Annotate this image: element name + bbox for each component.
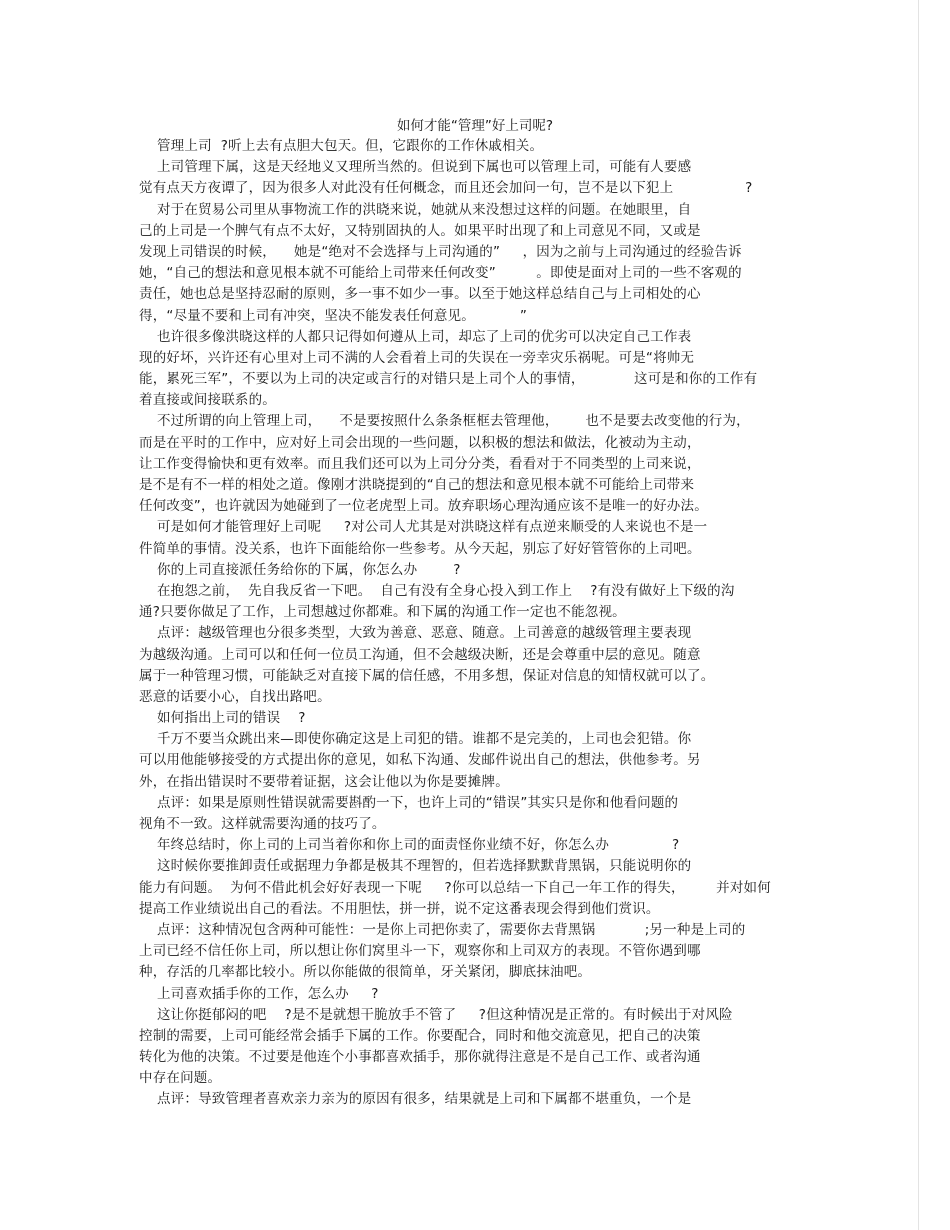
paragraph-line: 外，在指出错误时不要带着证据，这会让他以为你是要摊牌。: [139, 773, 509, 790]
paragraph-line: 控制的需要，上司可能经常会插手下属的工作。你要配合，同时和他交流意见，把自己的决策: [139, 1027, 701, 1044]
paragraph-line: 是不是有不一样的相处之道。像刚才洪晓提到的“自己的想法和意见根本就不可能给上司带来: [139, 477, 695, 493]
paragraph-line: 通?只要你做足了工作，上司想越过你都难。和下属的沟通工作一定也不能忽视。: [139, 604, 626, 621]
paragraph-line: 责任，她也总是坚持忍耐的原则，多一事不如少一事。以至于她这样总结自己与上司相处的心: [139, 286, 701, 303]
paragraph-line: 她，“自己的想法和意见根本就不可能给上司带来任何改变” 。即使是面对上司的一些不客观的: [139, 265, 742, 282]
paragraph-line: 这让你挺郁闷的吧 ?是不是就想干脆放手不管了 ?但这种情况是正常的。有时候出于对风险: [139, 1006, 733, 1023]
paragraph-line: 管理上司 ?听上去有点胆大包天。但，它跟你的工作休戚相关。: [139, 138, 544, 154]
paragraph-line: 对于在贸易公司里从事物流工作的洪晓来说，她就从来没想过这样的问题。在她眼里，自: [139, 201, 692, 218]
paragraph-line: 现的好坏，兴许还有心里对上司不满的人会看着上司的失误在一旁幸灾乐祸呢。可是“将帅无: [139, 349, 695, 366]
paragraph-line: 上司已经不信任你上司，所以想让你们窝里斗一下，观察你和上司双方的表现。不管你遇到哪: [139, 943, 701, 960]
paragraph-line: 年终总结时，你上司的上司当着你和你上司的面责怪你业绩不好，你怎么办 ?: [139, 837, 680, 854]
page-edge-divider: [918, 0, 919, 1230]
paragraph-line: 着直接或间接联系的。: [139, 392, 276, 409]
paragraph-line: 件简单的事情。没关系，也许下面能给你一些参考。从今天起，别忘了好好管管你的上司吧。: [139, 540, 701, 557]
paragraph-line: 觉有点天方夜谭了，因为很多人对此没有任何概念，而且还会加问一句，岂不是以下犯上 ?: [139, 180, 753, 197]
paragraph-line: 提高工作业绩说出自己的看法。不用胆怯，拼一拼，说不定这番表现会得到他们赏识。: [139, 900, 660, 917]
paragraph-line: 上司管理下属，这是天经地义又理所当然的。但说到下属也可以管理上司，可能有人要感: [139, 159, 692, 176]
paragraph-line: 点评：如果是原则性错误就需要斟酌一下，也许上司的“错误”其实只是你和他看问题的: [139, 794, 679, 811]
paragraph-line: 可是如何才能管理好上司呢 ?对公司人尤其是对洪晓这样有点逆来顺受的人来说也不是一: [139, 519, 708, 536]
paragraph-line: 能力有问题。 为何不借此机会好好表现一下呢 ?你可以总结一下自己一年工作的得失， 并对如何: [139, 879, 771, 896]
paragraph-line: 任何改变”，也许就因为她碰到了一位老虎型上司。放弃职场心理沟通应该不是唯一的好办法。: [139, 498, 708, 515]
paragraph-line: 可以用他能够接受的方式提出你的意见，如私下沟通、发邮件说出自己的想法，供他参考。另: [139, 752, 701, 769]
paragraph-line: 如何指出上司的错误 ?: [139, 710, 306, 727]
paragraph-line: 不过所谓的向上管理上司， 不是要按照什么条条框框去管理他， 也不是要去改变他的行为，: [139, 413, 750, 430]
paragraph-line: 视角不一致。这样就需要沟通的技巧了。: [139, 816, 386, 832]
paragraph-line: 你的上司直接派任务给你的下属，你怎么办 ?: [139, 561, 461, 578]
paragraph-line: 种，存活的几率都比较小。所以你能做的很简单，牙关紧闭，脚底抹油吧。: [139, 964, 592, 981]
paragraph-line: 点评：导致管理者喜欢亲力亲为的原因有很多，结果就是上司和下属都不堪重负，一个是: [139, 1091, 692, 1108]
paragraph-line: 也许很多像洪晓这样的人都只记得如何遵从上司，却忘了上司的优劣可以决定自己工作表: [139, 328, 692, 345]
paragraph-line: 中存在问题。: [139, 1070, 222, 1087]
paragraph-line: 转化为他的决策。不过要是他连个小事都喜欢插手，那你就得注意是不是自己工作、或者沟通: [139, 1049, 701, 1066]
paragraph-line: 这时候你要推卸责任或据理力争都是极其不理智的，但若选择默默背黑锅，只能说明你的: [139, 858, 692, 875]
paragraph-line: 为越级沟通。上司可以和任何一位员工沟通，但不会越级决断，还是会尊重中层的意见。随意: [139, 646, 701, 663]
paragraph-line: 点评：越级管理也分很多类型，大致为善意、恶意、随意。上司善意的越级管理主要表现: [139, 625, 692, 642]
paragraph-line: 千万不要当众跳出来—即使你确定这是上司犯的错。谁都不是完美的，上司也会犯错。你: [139, 731, 692, 748]
paragraph-line: 能，累死三军”，不要以为上司的决定或言行的对错只是上司个人的事情， 这可是和你的工作有: [139, 371, 758, 388]
paragraph-line: 发现上司错误的时候， 她是“绝对不会选择与上司沟通的” ，因为之前与上司沟通过的经验告诉: [139, 243, 742, 260]
paragraph-line: 在抱怨之前， 先自我反省一下吧。 自己有没有全身心投入到工作上 ?有没有做好上下级的沟: [139, 582, 735, 599]
paragraph-line: 己的上司是一个脾气有点不太好，又特别固执的人。如果平时出现了和上司意见不同，又或是: [139, 222, 701, 239]
paragraph-line: 上司喜欢插手你的工作，怎么办 ?: [139, 985, 379, 1002]
paragraph-line: 得，“尽量不要和上司有冲突，坚决不能发表任何意见。 ”: [139, 307, 528, 324]
document-title: 如何才能“管理”好上司呢?: [396, 118, 554, 134]
paragraph-line: 让工作变得愉快和更有效率。而且我们还可以为上司分分类，看看对于不同类型的上司来说，: [139, 455, 701, 472]
document-body: [139, 136, 819, 1111]
paragraph-line: 点评：这种情况包含两种可能性：一是你上司把你卖了，需要你去背黑锅 ;另一种是上司的: [139, 921, 746, 938]
paragraph-line: 属于一种管理习惯，可能缺乏对直接下属的信任感，不用多想，保证对信息的知情权就可以了。: [139, 667, 715, 684]
paragraph-line: 恶意的话要小心，自找出路吧。: [139, 688, 331, 705]
paragraph-line: 而是在平时的工作中，应对好上司会出现的一些问题，以积极的想法和做法，化被动为主动，: [139, 434, 701, 451]
